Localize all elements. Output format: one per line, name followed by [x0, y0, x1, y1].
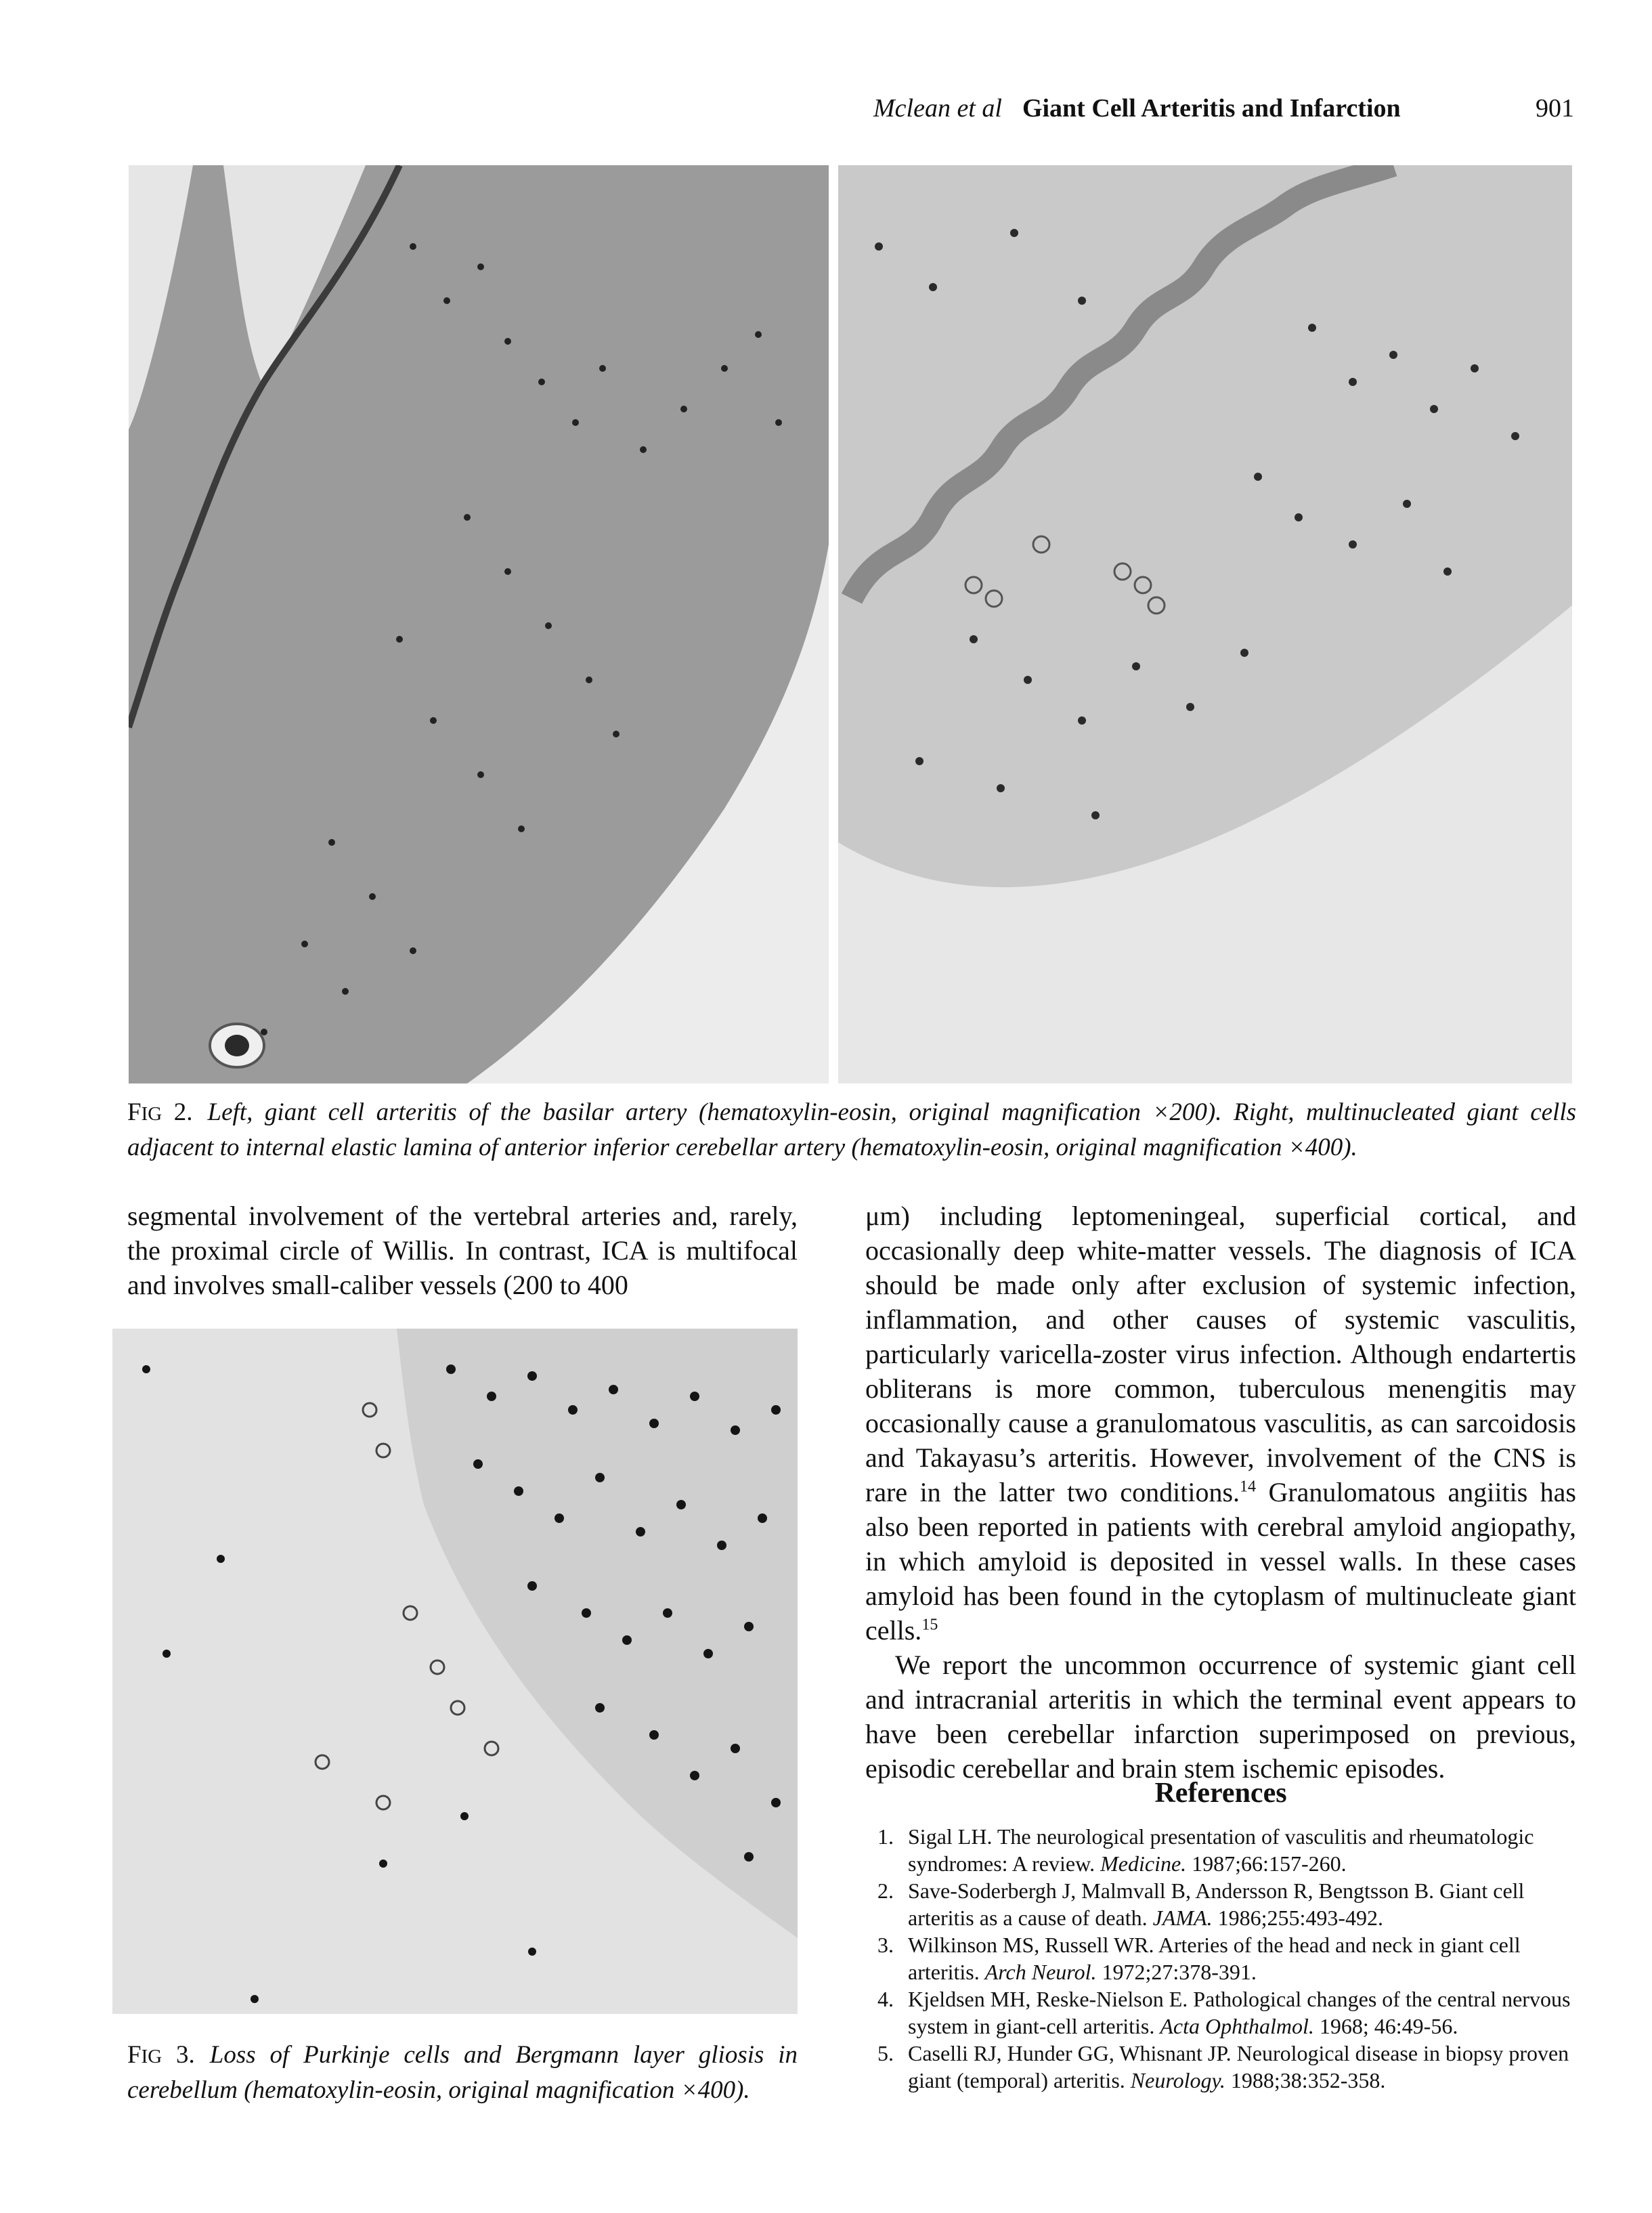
figure2-left-micrograph: [129, 165, 829, 1083]
references-list: [865, 1823, 1576, 2094]
figure3-micrograph: [112, 1329, 798, 2014]
micrograph-cerebellum: [112, 1329, 798, 2014]
reference-item: 4. Kjeldsen MH, Reske-Nielson E. Pathological changes of the central nervous system in giant-cell arteritis. Acta Ophthalmol. 1968; 46:49-56.: [877, 1987, 1571, 2038]
micrograph-basilar-artery: [129, 165, 829, 1083]
body-paragraph: We report the uncommon occurrence of systemic giant cell and intracranial arteritis in which the terminal event appears to have been cerebellar infarction superimposed on previous, episodic cerebellar and brain stem ischemic episodes.: [865, 1650, 1576, 1784]
reference-item: 3. Wilkinson MS, Russell WR. Arteries of the head and neck in giant cell arteritis. Arch Neurol. 1972;27:378-391.: [877, 1933, 1521, 1984]
reference-item: 2. Save-Soderbergh J, Malmvall B, Andersson R, Bengtsson B. Giant cell arteritis as a cause of death. JAMA. 1986;255:493-492.: [877, 1878, 1525, 1930]
figure3-caption-text: Loss of Purkinje cells and Bergmann layer gliosis in cerebellum (hematoxylin-eosin, original magnification ×400).: [127, 2041, 798, 2104]
reference-item: 1. Sigal LH. The neurological presentation of vasculitis and rheumatologic syndromes: A review. Medicine. 1987;66:157-260.: [877, 1824, 1534, 1876]
right-column-text: [865, 1199, 1576, 1786]
figure3-caption: [127, 2038, 798, 2107]
figure2-caption: [127, 1096, 1576, 1165]
figure2-label: FIG 2.: [127, 1098, 193, 1126]
references-heading: References: [1154, 1778, 1287, 1809]
reference-item: 5. Caselli RJ, Hunder GG, Whisnant JP. Neurological disease in biopsy proven giant (temporal) arteritis. Neurology. 1988;38:352-358.: [877, 2041, 1569, 2092]
figure2-right-micrograph: [838, 165, 1572, 1083]
left-column-text: [127, 1199, 798, 1302]
figure3-label: FIG 3.: [127, 2041, 195, 2069]
body-paragraph: segmental involvement of the vertebral arteries and, rarely, the proximal circle of Willis. In contrast, ICA is multifocal and involves small-caliber vessels (200 to 400: [127, 1201, 798, 1300]
page-number: 901: [1536, 94, 1574, 123]
figure2-caption-text: Left, giant cell arteritis of the basilar artery (hematoxylin-eosin, original magnification ×200). Right, multinucleated giant cells adjacent to internal elastic lamina of anterior inferior cerebellar artery (hematoxylin-eosin, original magnification ×400).: [127, 1098, 1576, 1161]
running-header-authors: Mclean et al: [873, 94, 1002, 123]
running-header: [873, 93, 1574, 134]
micrograph-cerebellar-artery: [838, 165, 1572, 1083]
citation-15[interactable]: 15: [921, 1616, 938, 1634]
running-header-title: Giant Cell Arteritis and Infarction: [1022, 94, 1401, 123]
citation-14[interactable]: 14: [1240, 1478, 1257, 1496]
body-paragraph: μm) including leptomeningeal, superficial cortical, and occasionally deep white-matter vessels. The diagnosis of ICA should be made only after exclusion of systemic infection, inflammation, and other causes of systemic vasculitis, particularly varicella-zoster virus infection. Although endartertis obliterans is more common, tuberculous menengitis may occasionally cause a granulomatous vasculitis, as can sarcoidosis and Takayasu’s arteritis. However, involvement of the CNS is rare in the latter two conditions.$^{14}$ Granulomatous angiitis has also been reported in patients with cerebral amyloid angiopathy, in which amyloid is deposited in vessel walls. In these cases amyloid has been found in the cytoplasm of multinucleate giant cells.$^{15}$: [865, 1201, 1576, 1646]
